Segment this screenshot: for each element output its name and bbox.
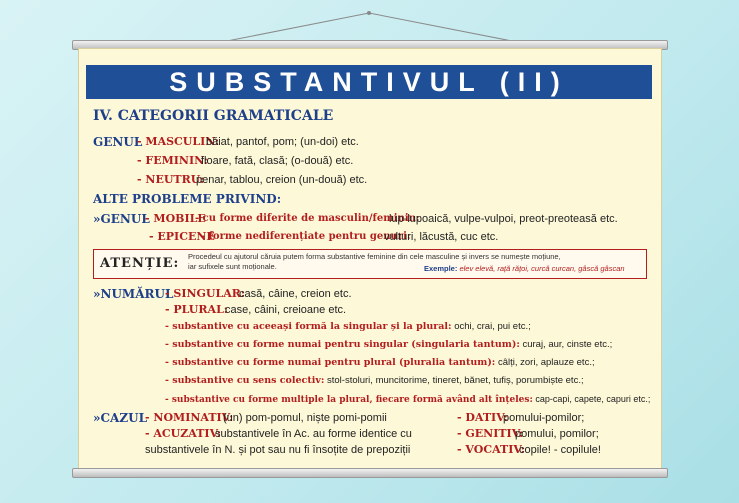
epicene-desc: - forme nediferențiate pentru genuri: xyxy=(201,231,411,242)
plural-label: - PLURAL: xyxy=(165,303,228,316)
cazul-label: »CAZUL xyxy=(93,411,148,425)
acuzativ-text-2: substantivele în N. și pot sau nu fi însoțite de prepoziții xyxy=(145,444,411,456)
atentie-examples: elev elevă, rață rățoi, curcă curcan, gâscă gâscan xyxy=(459,264,625,273)
poster-title: SUBSTANTIVUL (II) xyxy=(86,65,652,99)
section-heading: IV. CATEGORII GRAMATICALE xyxy=(93,108,334,124)
mobile-desc: - cu forme diferite de masculin/feminin: xyxy=(195,213,420,224)
feminin-text: floare, fată, clasă; (o-două) etc. xyxy=(201,155,354,167)
neutru-label: - NEUTRU: xyxy=(137,173,205,186)
mobile-text: lup-lupoaică, vulpe-vulpoi, preot-preoteasă etc. xyxy=(389,213,618,225)
numarul-item: - substantive cu sens colectiv: stol-stoluri, muncitorime, tineret, bănet, tufiș, porumbiște etc.; xyxy=(165,375,584,386)
atentie-example-label: Exemple: xyxy=(424,264,458,273)
atentie-box xyxy=(93,249,647,279)
atentie-line2: iar sufixele sunt moționale. xyxy=(188,262,277,271)
numarul-item: - substantive cu forme numai pentru plural (pluralia tantum): câlți, zori, aplauze etc.; xyxy=(165,357,595,368)
genitiv-text: pomului, pomilor; xyxy=(515,428,599,440)
acuzativ-text: substantivele în Ac. au forme identice cu xyxy=(215,428,412,440)
masculin-label: - MASCULIN: xyxy=(137,135,220,148)
masculin-text: băiat, pantof, pom; (un-doi) etc. xyxy=(206,136,359,148)
feminin-label: - FEMININ: xyxy=(137,154,208,167)
vocativ-text: copile! - copilule! xyxy=(519,444,601,456)
atentie-examples-row xyxy=(424,264,625,273)
genul-label: GENUL xyxy=(93,135,143,149)
bottom-rod xyxy=(72,468,668,478)
nominativ-text: (un) pom-pomul, niște pomi-pomii xyxy=(223,412,387,424)
singular-label: - SINGULAR: xyxy=(165,287,245,300)
plural-text: case, câini, creioane etc. xyxy=(225,304,347,316)
nominativ-label: - NOMINATIV: xyxy=(145,411,234,424)
epicene-text: vulturi, lăcustă, cuc etc. xyxy=(384,231,499,243)
poster xyxy=(78,48,662,470)
numarul-item: - substantive cu forme numai pentru singular (singularia tantum): curaj, aur, cinste etc.; xyxy=(165,339,613,350)
neutru-text: penar, tablou, creion (un-două) etc. xyxy=(196,174,368,186)
genul2-label: »GENUL xyxy=(93,212,150,226)
epicene-label: - EPICENE xyxy=(149,230,215,243)
genitiv-label: - GENITIV: xyxy=(457,427,524,440)
vocativ-label: - VOCATIV: xyxy=(457,443,525,456)
singular-text: casă, câine, creion etc. xyxy=(239,288,352,300)
dativ-text: pomului-pomilor; xyxy=(503,412,585,424)
dativ-label: - DATIV: xyxy=(457,411,508,424)
acuzativ-label: - ACUZATIV: xyxy=(145,427,222,440)
alte-probleme-heading: ALTE PROBLEME PRIVIND: xyxy=(93,192,282,206)
atentie-line1: Procedeul cu ajutorul căruia putem forma substantive feminine din cele masculine și invers se numește moțiune, xyxy=(188,252,561,261)
numarul-item: - substantive cu aceeași formă la singular și la plural: ochi, crai, pui etc.; xyxy=(165,321,531,332)
numarul-item: - substantive cu forme multiple la plural, fiecare formă având alt înțeles: cap-capi, capete, capuri etc.; xyxy=(165,394,651,405)
atentie-title: ATENȚIE: xyxy=(100,256,180,271)
mobile-label: - MOBILE xyxy=(145,212,206,225)
numarul-label: »NUMĂRUL xyxy=(93,287,174,301)
